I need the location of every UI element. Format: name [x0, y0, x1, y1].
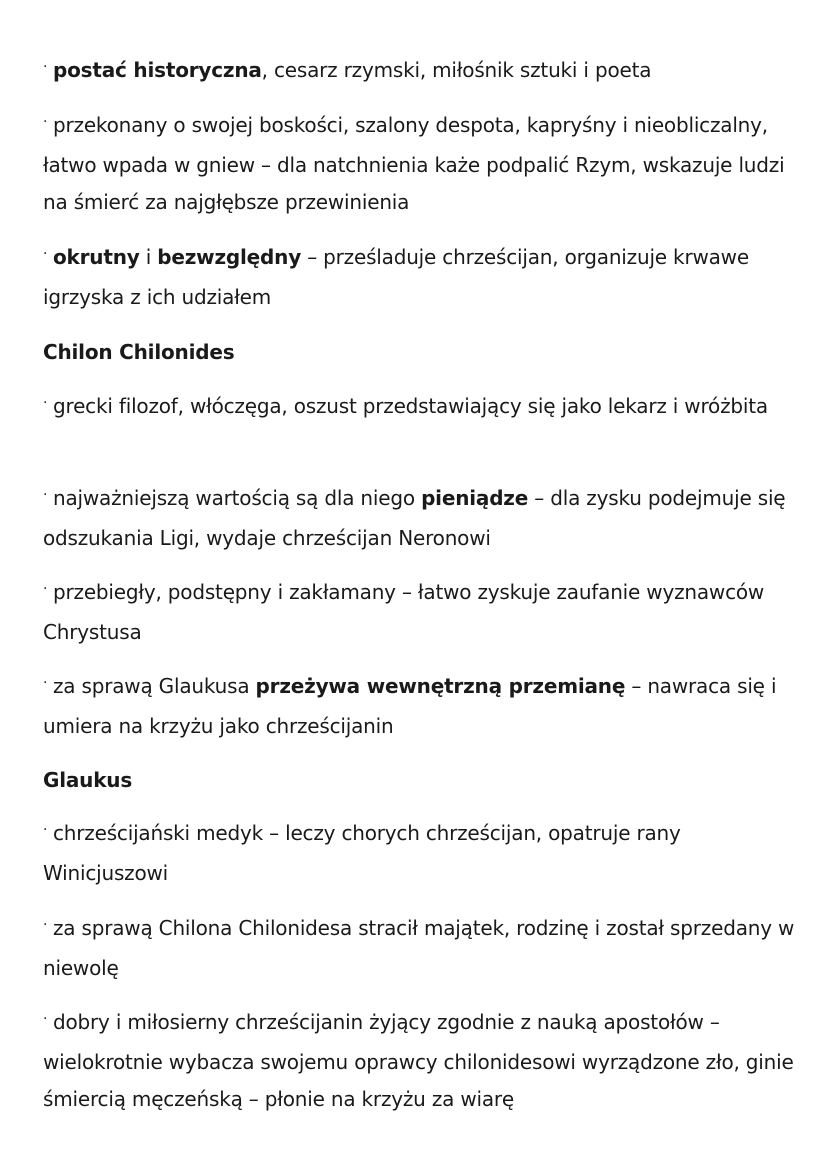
bold-text: pieniądze — [421, 486, 529, 510]
nero-bullet-2 — [43, 107, 803, 221]
paragraph-text: najważniejszą wartością są dla niego — [53, 486, 422, 510]
section-heading-chilon: Chilon Chilonides — [43, 340, 235, 364]
chilon-bullet-3 — [43, 574, 803, 651]
bullet-marker: · — [43, 675, 48, 691]
paragraph-text: za sprawą Chilona Chilonidesa stracił majątek, rodzinę i został sprzedany w niewolę — [43, 916, 795, 980]
bullet-marker: · — [43, 917, 48, 933]
bold-text: bezwzględny — [157, 245, 302, 269]
paragraph-text: – dla zysku podejmuje się odszukania Ligi, wydaje chrześcijan Neronowi — [43, 486, 786, 550]
chilon-bullet-1 — [43, 388, 803, 428]
bullet-marker: · — [43, 581, 48, 597]
paragraph-text: grecki filozof, włóczęga, oszust przedstawiający się jako lekarz i wróżbita — [53, 394, 768, 418]
paragraph-text: – prześladuje chrześcijan, organizuje krwawe igrzyska z ich udziałem — [43, 245, 749, 309]
paragraph-text: dobry i miłosierny chrześcijanin żyjący zgodnie z nauką apostołów – wielokrotnie wybacza swojemu oprawcy chilonidesowi wyrządzone zło, ginie śmiercią męczeńską – płonie na krzyżu za wiarę — [43, 1010, 794, 1111]
glaukus-bullet-2 — [43, 910, 803, 987]
bullet-marker: · — [43, 246, 48, 262]
nero-bullet-3 — [43, 239, 803, 316]
glaukus-bullet-3 — [43, 1004, 803, 1118]
paragraph-text: przebiegły, podstępny i zakłamany – łatwo zyskuje zaufanie wyznawców Chrystusa — [43, 580, 765, 644]
glaukus-bullet-1 — [43, 815, 803, 892]
bold-text: przeżywa wewnętrzną przemianę — [255, 674, 626, 698]
bullet-marker: · — [43, 487, 48, 503]
bullet-marker: · — [43, 1011, 48, 1027]
bullet-marker: · — [43, 59, 48, 75]
paragraph-text: przekonany o swojej boskości, szalony despota, kapryśny i nieobliczalny, łatwo wpada w gniew – dla natchnienia każe podpalić Rzym, wskazuje ludzi na śmierć za najgłębsze przewinienia — [43, 113, 785, 214]
bullet-marker: · — [43, 395, 48, 411]
bullet-marker: · — [43, 114, 48, 130]
chilon-bullet-2 — [43, 480, 803, 557]
paragraph-text: i — [139, 245, 158, 269]
paragraph-text: – nawraca się i umiera na krzyżu jako chrześcijanin — [43, 674, 777, 738]
bullet-marker: · — [43, 822, 48, 838]
paragraph-text: za sprawą Glaukusa — [53, 674, 256, 698]
paragraph-text: chrześcijański medyk – leczy chorych chrześcijan, opatruje rany Winicjuszowi — [43, 821, 681, 885]
chilon-bullet-4 — [43, 668, 803, 745]
bold-text: okrutny — [53, 245, 140, 269]
section-heading-glaukus: Glaukus — [43, 768, 133, 792]
bold-text: postać historyczna — [53, 58, 262, 82]
nero-bullet-1 — [43, 52, 803, 92]
paragraph-text: , cesarz rzymski, miłośnik sztuki i poeta — [261, 58, 652, 82]
